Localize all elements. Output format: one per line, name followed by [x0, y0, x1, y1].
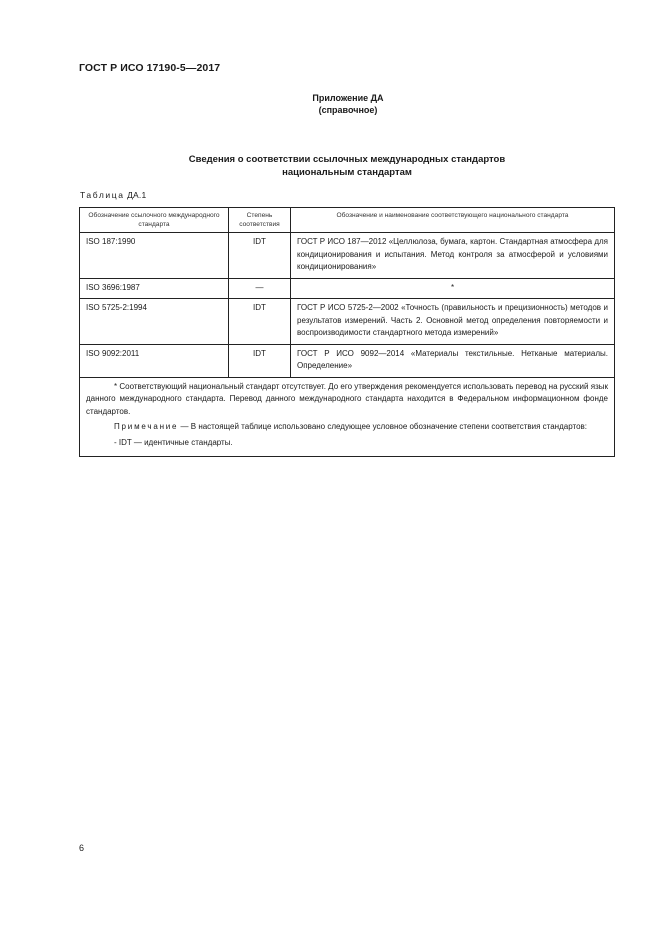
- degree-cell: IDT: [229, 344, 291, 377]
- page-number: 6: [79, 843, 85, 853]
- appendix-title: Приложение ДА: [312, 93, 384, 103]
- intl-standard-cell: ISO 187:1990: [80, 233, 229, 279]
- table-row: [80, 299, 615, 345]
- table-caption: [80, 190, 146, 200]
- note-text: — В настоящей таблице использовано следующее условное обозначение степени соответствия стандартов:: [178, 422, 587, 431]
- section-title-line-1: Сведения о соответствии ссылочных международных стандартов: [188, 154, 506, 165]
- national-standard-cell: ГОСТ Р ИСО 187—2012 «Целлюлоза, бумага, картон. Стандартная атмосфера для кондиционирования и испытания. Метод контроля за атмосферой и условиями кондиционирования»: [291, 233, 615, 279]
- column-header-degree: Степень соответствия: [229, 208, 291, 233]
- section-title: [80, 153, 614, 179]
- note-label: Примечание: [114, 422, 179, 431]
- table-row: [80, 278, 615, 299]
- degree-cell: IDT: [229, 299, 291, 345]
- national-standard-cell: ГОСТ Р ИСО 9092—2014 «Материалы текстильные. Нетканые материалы. Определение»: [291, 344, 615, 377]
- degree-cell: —: [229, 278, 291, 299]
- table-footnote: [80, 377, 615, 457]
- table-row: [80, 344, 615, 377]
- table-note: [86, 421, 608, 434]
- table-header-row: [80, 208, 615, 233]
- footnote-text: * Соответствующий национальный стандарт отсутствует. До его утверждения рекомендуется использовать перевод на русский язык данного международного стандарта. Перевод данного международного стандарта находится в Федеральном информационном фонде стандартов.: [86, 381, 608, 416]
- intl-standard-cell: ISO 3696:1987: [80, 278, 229, 299]
- column-header-national: Обозначение и наименование соответствующего национального стандарта: [291, 208, 615, 233]
- table-footnote-row: [80, 377, 615, 457]
- national-standard-cell: *: [291, 278, 615, 299]
- section-title-line-2: национальным стандартам: [282, 167, 412, 178]
- intl-standard-cell: ISO 5725-2:1994: [80, 299, 229, 345]
- note-item: - IDT — идентичные стандарты.: [114, 437, 233, 447]
- table-row: [80, 233, 615, 279]
- table-caption-id: ДА.1: [127, 190, 147, 200]
- column-header-intl: Обозначение ссылочного международного стандарта: [80, 208, 229, 233]
- appendix-subtitle: (справочное): [318, 105, 378, 115]
- correspondence-table: [79, 207, 615, 457]
- table-caption-word: Таблица: [80, 190, 125, 200]
- national-standard-cell: ГОСТ Р ИСО 5725-2—2002 «Точность (правильность и прецизионность) методов и результатов измерений. Часть 2. Основной метод определения повторяемости и воспроизводимости стандартного метода измерений»: [291, 299, 615, 345]
- appendix-heading: [0, 92, 661, 116]
- degree-cell: IDT: [229, 233, 291, 279]
- intl-standard-cell: ISO 9092:2011: [80, 344, 229, 377]
- standard-code: ГОСТ Р ИСО 17190-5—2017: [79, 62, 221, 74]
